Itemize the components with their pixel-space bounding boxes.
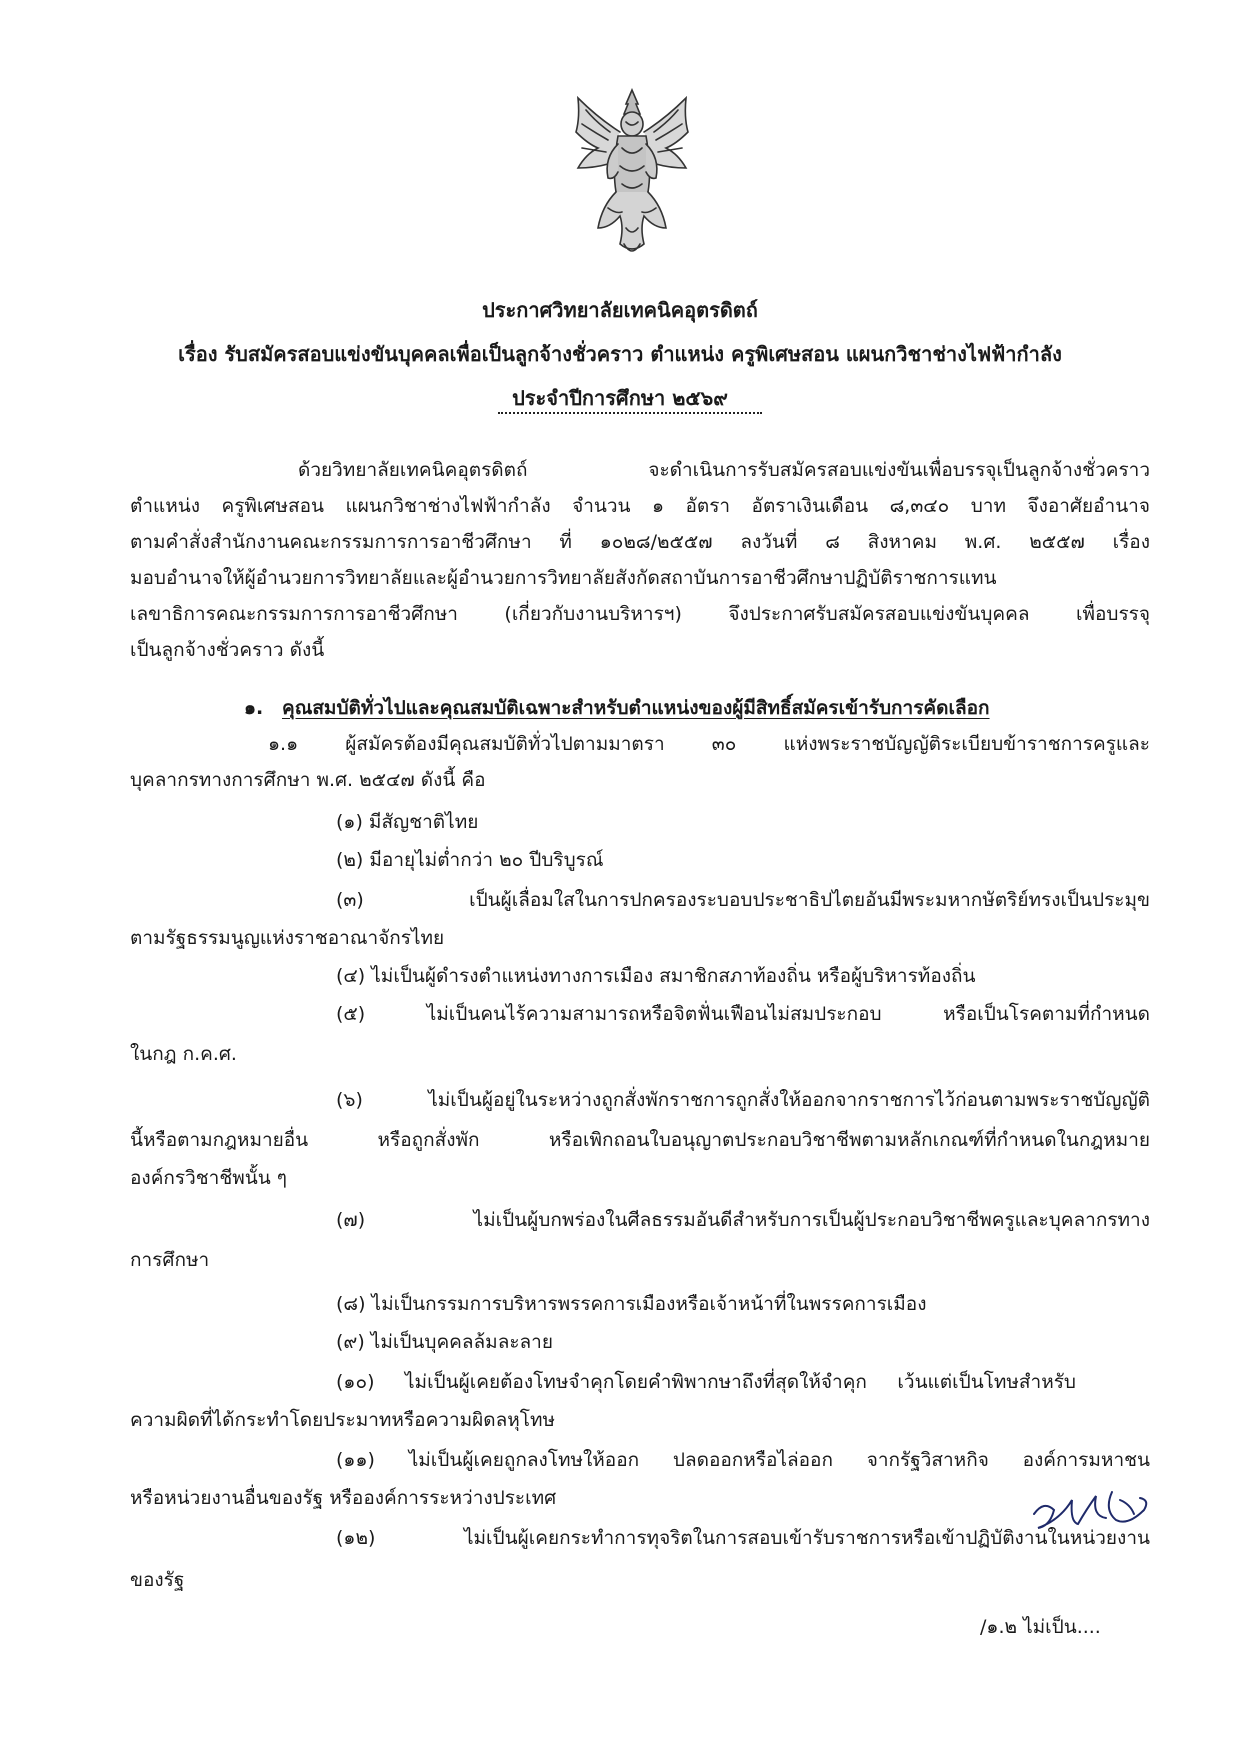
title-line-2: เรื่อง รับสมัครสอบแข่งขันบุคคลเพื่อเป็นลูกจ้างชั่วคราว ตำแหน่ง ครูพิเศษสอน แผนกวิชาช่างไฟฟ้ากำลัง	[178, 342, 1062, 366]
qualification-item-8: (๘) ไม่เป็นกรรมการบริหารพรรคการเมืองหรือเจ้าหน้าที่ในพรรคการเมือง	[336, 1293, 927, 1315]
intro-line-2: ตำแหน่ง ครูพิเศษสอน แผนกวิชาช่างไฟฟ้ากำลัง จำนวน ๑ อัตรา อัตราเงินเดือน ๘,๓๔๐ บาท จึงอาศัยอำนาจ	[130, 495, 1150, 517]
qualification-item-6-cont-2: องค์กรวิชาชีพนั้น ๆ	[130, 1167, 287, 1189]
intro-line-5: เลขาธิการคณะกรรมการการอาชีวศึกษา (เกี่ยวกับงานบริหารฯ) จึงประกาศรับสมัครสอบแข่งขันบุคคล เพื่อบรรจุ	[130, 603, 1150, 625]
qualification-item-4: (๔) ไม่เป็นผู้ดำรงตำแหน่งทางการเมือง สมาชิกสภาท้องถิ่น หรือผู้บริหารท้องถิ่น	[336, 965, 976, 987]
qualification-item-2: (๒) มีอายุไม่ต่ำกว่า ๒๐ ปีบริบูรณ์	[336, 849, 604, 871]
page-continuation: /๑.๒ ไม่เป็น....	[980, 1616, 1101, 1638]
qualification-item-11-cont: หรือหน่วยงานอื่นของรัฐ หรือองค์การระหว่างประเทศ	[130, 1487, 557, 1509]
sub-1-1-line-1: ๑.๑ ผู้สมัครต้องมีคุณสมบัติทั่วไปตามมาตรา ๓๐ แห่งพระราชบัญญัติระเบียบข้าราชการครูและ	[268, 733, 1150, 755]
qualification-item-7: (๗) ไม่เป็นผู้บกพร่องในศีลธรรมอันดีสำหรับการเป็นผู้ประกอบวิชาชีพครูและบุคลากรทาง	[336, 1209, 1150, 1231]
section-1-number: ๑.	[244, 697, 264, 719]
intro-line-3: ตามคำสั่งสำนักงานคณะกรรมการการอาชีวศึกษา ที่ ๑๐๒๘/๒๕๕๗ ลงวันที่ ๘ สิงหาคม พ.ศ. ๒๕๕๗ เรื่อง	[130, 531, 1150, 553]
handwritten-signature-icon	[1020, 1470, 1160, 1540]
qualification-item-6-cont-1: นี้หรือตามกฎหมายอื่น หรือถูกสั่งพัก หรือเพิกถอนใบอนุญาตประกอบวิชาชีพตามหลักเกณฑ์ที่กำหนดในกฎหมาย	[130, 1129, 1150, 1151]
qualification-item-5: (๕) ไม่เป็นคนไร้ความสามารถหรือจิตฟั่นเฟือนไม่สมประกอบ หรือเป็นโรคตามที่กำหนด	[336, 1003, 1150, 1025]
qualification-item-3: (๓) เป็นผู้เลื่อมใสในการปกครองระบอบประชาธิปไตยอันมีพระมหากษัตริย์ทรงเป็นประมุข	[336, 889, 1150, 911]
qualification-item-9: (๙) ไม่เป็นบุคคลล้มละลาย	[336, 1331, 553, 1353]
qualification-item-7-cont: การศึกษา	[130, 1249, 210, 1271]
qualification-item-10: (๑๐) ไม่เป็นผู้เคยต้องโทษจำคุกโดยคำพิพากษาถึงที่สุดให้จำคุก เว้นแต่เป็นโทษสำหรับ	[336, 1371, 1076, 1393]
qualification-item-11: (๑๑) ไม่เป็นผู้เคยถูกลงโทษให้ออก ปลดออกหรือไล่ออก จากรัฐวิสาหกิจ องค์การมหาชน	[336, 1449, 1150, 1471]
garuda-emblem-icon	[568, 88, 696, 260]
qualification-item-10-cont: ความผิดที่ได้กระทำโดยประมาทหรือความผิดลหุโทษ	[130, 1409, 556, 1431]
section-1-heading: คุณสมบัติทั่วไปและคุณสมบัติเฉพาะสำหรับตำแหน่งของผู้มีสิทธิ์สมัครเข้ารับการคัดเลือก	[282, 697, 990, 719]
intro-line-4: มอบอำนาจให้ผู้อำนวยการวิทยาลัยและผู้อำนวยการวิทยาลัยสังกัดสถาบันการอาชีวศึกษาปฏิบัติราชการแทน	[130, 567, 997, 589]
announcement-title	[100, 288, 1140, 420]
qualification-item-6: (๖) ไม่เป็นผู้อยู่ในระหว่างถูกสั่งพักราชการถูกสั่งให้ออกจากราชการไว้ก่อนตามพระราชบัญญัติ	[336, 1089, 1150, 1111]
qualification-item-5-cont: ในกฎ ก.ค.ศ.	[130, 1043, 237, 1065]
qualification-item-12-cont: ของรัฐ	[130, 1569, 185, 1591]
intro-line-1: ด้วยวิทยาลัยเทคนิคอุตรดิตถ์ จะดำเนินการรับสมัครสอบแข่งขันเพื่อบรรจุเป็นลูกจ้างชั่วคราว	[298, 459, 1150, 481]
intro-line-6: เป็นลูกจ้างชั่วคราว ดังนี้	[130, 639, 325, 661]
title-divider	[498, 412, 762, 414]
qualification-item-1: (๑) มีสัญชาติไทย	[336, 811, 479, 833]
sub-1-1-line-2: บุคลากรทางการศึกษา พ.ศ. ๒๕๔๗ ดังนี้ คือ	[130, 769, 486, 791]
title-line-1: ประกาศวิทยาลัยเทคนิคอุตรดิตถ์	[482, 298, 758, 322]
qualification-item-3-cont: ตามรัฐธรรมนูญแห่งราชอาณาจักรไทย	[130, 927, 445, 949]
qualification-item-12: (๑๒) ไม่เป็นผู้เคยกระทำการทุจริตในการสอบเข้ารับราชการหรือเข้าปฏิบัติงานในหน่วยงาน	[336, 1527, 1150, 1549]
title-line-3: ประจำปีการศึกษา ๒๕๖๙	[512, 386, 728, 410]
